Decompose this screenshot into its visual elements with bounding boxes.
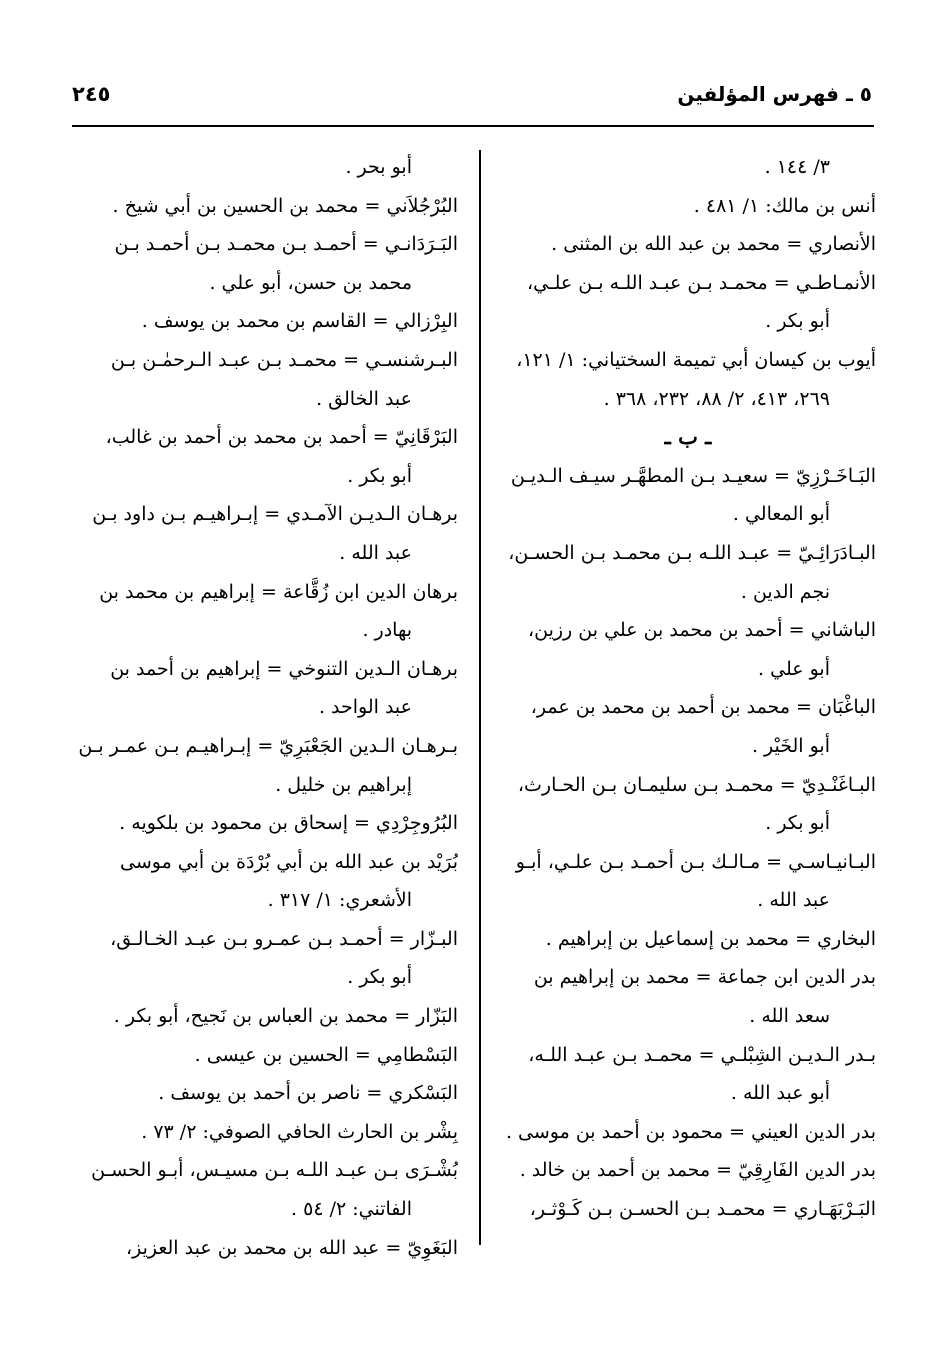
- index-line: بهادر .: [362, 619, 412, 642]
- index-line: الفاتني: ٢/ ٥٤ .: [291, 1198, 412, 1221]
- index-line: الباغْبَان = محمد بن أحمد بن محمد بن عمر،: [530, 696, 876, 719]
- index-line: البَسْكري = ناصر بن أحمد بن يوسف .: [158, 1082, 458, 1105]
- index-line: عبد الله .: [757, 889, 830, 912]
- index-line: بدر الدين الفَارِقِيّ = محمد بن أحمد بن خالد .: [519, 1159, 876, 1182]
- index-line: بـرهـان الـدين الجَعْبَرِيّ = إبـراهيـم بـن عمـر بـن: [78, 734, 458, 757]
- index-line: نجم الدين .: [740, 580, 830, 603]
- index-line: برهان الدين ابن زُقَّاعة = إبراهيم بن محمد بن: [99, 580, 458, 603]
- index-line: بُشْـرَى بـن عبـد اللـه بـن مسيـس، أبـو الحسـن: [91, 1159, 458, 1182]
- index-line: سعد الله .: [749, 1005, 830, 1028]
- index-line: أبو بكر .: [347, 464, 412, 487]
- index-line: الأنمـاطـي = محمـد بـن عبـد اللـه بـن علـي،: [527, 271, 876, 294]
- index-line: البَـرَدَانـي = أحمـد بـن محمـد بـن أحمـد بـن: [114, 233, 458, 256]
- index-line: البَغَوِيّ = عبد الله بن محمد بن عبد العزيز،: [125, 1236, 458, 1259]
- index-line: ٣/ ١٤٤ .: [764, 156, 830, 178]
- index-line: البـزّار = أحمـد بـن عمـرو بـن عبـد الخـالـق،: [110, 927, 458, 950]
- column-divider: [479, 150, 481, 1245]
- index-line: البَرْقَانِيّ = أحمد بن محمد بن أحمد بن غالب،: [105, 426, 458, 449]
- index-line: محمد بن حسن، أبو علي .: [209, 271, 412, 294]
- index-line: أبو عبد الله .: [730, 1082, 830, 1105]
- index-line: البخاري = محمد بن إسماعيل بن إبراهيم .: [545, 927, 876, 950]
- index-line: عبد الخالق .: [316, 387, 412, 410]
- index-line: البَسْطامِي = الحسين بن عيسى .: [194, 1043, 458, 1066]
- right-column: [500, 148, 876, 1229]
- index-line: بدر الدين ابن جماعة = محمد بن إبراهيم بن: [533, 966, 876, 989]
- page-number: ٢٤٥: [72, 82, 111, 106]
- index-line: أبو بكر .: [765, 310, 830, 333]
- index-line: بـدر الـديـن الشِبْلـي = محمـد بـن عبـد اللـه،: [528, 1043, 876, 1066]
- index-line: البـاغَنْـدِيّ = محمـد بـن سليمـان بـن الحـارث،: [517, 773, 876, 796]
- index-line: برهـان الـدين التنوخي = إبراهيم بن أحمد بن: [110, 657, 458, 680]
- index-line: البـادَرَائِـيّ = عبـد اللـه بـن محمـد بـن الحسـن،: [508, 541, 876, 564]
- index-line: عبد الله .: [339, 541, 412, 564]
- page-header: [72, 82, 872, 122]
- index-line: أبو علي .: [758, 657, 830, 680]
- index-line: البِرْزالي = القاسم بن محمد بن يوسف .: [141, 310, 458, 333]
- section-title: ٥ ـ فهرس المؤلفين: [677, 82, 872, 106]
- index-line: أبو بكر .: [347, 966, 412, 989]
- index-line: أيوب بن كيسان أبي تميمة السختياني: ١/ ١٢١،: [516, 348, 876, 371]
- index-line: أبو بحر .: [345, 156, 412, 178]
- index-line: بِشْر بن الحارث الحافي الصوفي: ٢/ ٧٣ .: [141, 1120, 458, 1143]
- index-line: البـرشنسـي = محمـد بـن عبـد الـرحمٰـن بـن: [110, 348, 458, 371]
- index-line: الباشاني = أحمد بن محمد بن علي بن رزين،: [528, 619, 876, 642]
- left-column: [74, 148, 458, 1267]
- index-line: أبو الخَيْر .: [751, 734, 830, 757]
- index-line: برهـان الـديـن الآمـدي = إبـراهيـم بـن داود بـن: [92, 503, 458, 526]
- index-line: البَـرْبَهَـاري = محمـد بـن الحسـن بـن كَـوْثـر،: [529, 1198, 876, 1221]
- index-line: بدر الدين العيني = محمود بن أحمد بن موسى .: [505, 1120, 876, 1143]
- index-line: أنس بن مالك: ١/ ٤٨١ .: [693, 194, 876, 217]
- index-line: عبد الواحد .: [318, 696, 412, 719]
- index-line: الأشعري: ١/ ٣١٧ .: [267, 889, 412, 912]
- index-line: أبو المعالي .: [732, 503, 830, 526]
- index-line: الأنصاري = محمد بن عبد الله بن المثنى .: [551, 233, 876, 256]
- index-line: البُرُوجِرْدِي = إسحاق بن محمود بن بلكويه .: [119, 812, 458, 835]
- index-line: البَـاخَـرْزِيّ = سعيـد بـن المطهَّـر سيـف الـديـن: [510, 464, 876, 487]
- index-line: البُرْجُلاَني = محمد بن الحسين بن أبي شيخ .: [112, 194, 458, 217]
- section-letter-heading: ـ ب ـ: [664, 424, 712, 450]
- index-line: ٢٦٩، ٤١٣، ٢/ ٨٨، ٢٣٢، ٣٦٨ .: [603, 387, 830, 410]
- index-line: إبراهيم بن خليل .: [275, 773, 412, 796]
- index-line: البَزّار = محمد بن العباس بن نَجيح، أبو بكر .: [113, 1005, 458, 1028]
- index-line: أبو بكر .: [765, 812, 830, 835]
- index-line: البـانيـاسـي = مـالـك بـن أحمـد بـن علـي، أبـو: [515, 850, 876, 873]
- header-rule: [72, 125, 874, 127]
- index-line: بُرَيْد بن عبد الله بن أبي بُرْدَة بن أبي موسى: [120, 850, 458, 873]
